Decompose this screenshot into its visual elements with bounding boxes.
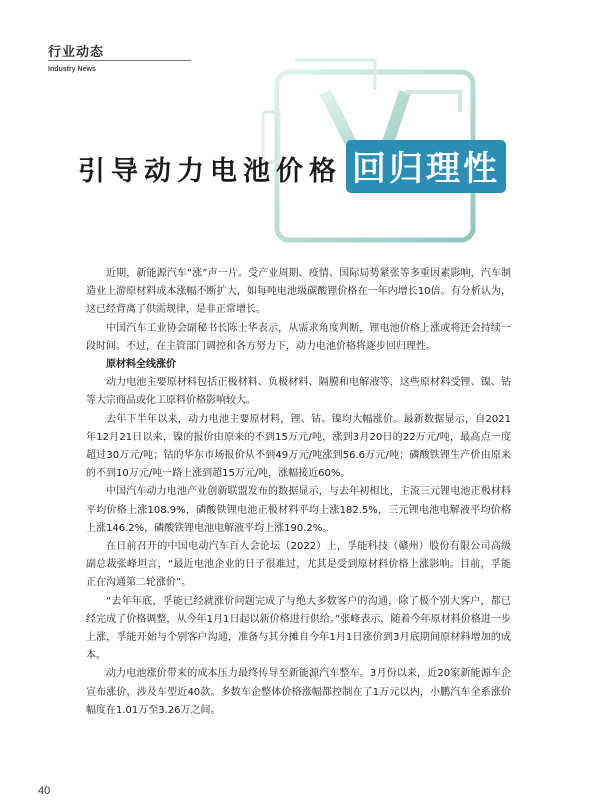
article-paragraph: 动力电池主要原材料包括正极材料、负极材料、隔膜和电解液等，这些原材料受锂、镍、钴等大宗商品或化工原料价格影响较大。 <box>86 377 511 407</box>
article-paragraph: 中国汽车工业协会副秘书长陈士华表示，从需求角度判断，锂电池价格上涨或将还会持续一段时间。不过，在主管部门调控和各方努力下，动力电池价格将逐步回归理性。 <box>86 322 511 352</box>
header-divider <box>48 60 191 61</box>
article-subheading: 原材料全线涨价 <box>106 359 176 371</box>
article-paragraph: 在日前召开的中国电动汽车百人会论坛（2022）上，孚能科技（赣州）股份有限公司高级副总裁张峰坦言，“最近电池企业的日子很难过，尤其是受到原材料价格上涨影响。目前，孚能正在沟通第二轮涨价”。 <box>86 541 511 589</box>
page-number: 40 <box>38 785 51 797</box>
article-paragraph: 近期，新能源汽车“涨”声一片。受产业周期、疫情、国际局势紧张等多重因素影响，汽车制造业上游原材料成本涨幅不断扩大，如每吨电池级碳酸锂价格在一年内增长10倍。有分析认为，这已经背离了供需规律，是非正常增长。 <box>86 268 511 316</box>
section-category: 行业动态 <box>48 45 105 60</box>
article-paragraph: 动力电池涨价带来的成本压力最终传导至新能源汽车整车。3月份以来，近20家新能源车企宣布涨价，涉及车型近40款。多数车企整体价格涨幅都控制在了1万元以内，小鹏汽车全系涨价幅度在1.01万至3.26万之间。 <box>86 668 511 716</box>
article-paragraph: 中国汽车动力电池产业创新联盟发布的数据显示，与去年初相比，主流三元锂电池正极材料平均价格上涨108.9%，磷酸铁锂电池正极材料平均上涨182.5%，三元锂电池电解液平均价格上涨146.2%，磷酸铁锂电池电解液平均上涨190.2%。 <box>86 486 511 534</box>
section-category-english: Industry News <box>48 66 96 73</box>
title-accent: 回归理性 <box>346 140 506 193</box>
article-body <box>86 265 511 720</box>
article-paragraph: 去年下半年以来，动力电池主要原材料，锂、钴、镍均大幅涨价。最新数据显示，自2021年12月21日以来，镍的报价由原来的不到15万元/吨，涨到3月20日的22万元/吨，最高点一度超过30万元/吨；钴的华东市场报价从不到49万元/吨涨到56.6万元/吨；磷酸铁锂生产价由原来的不到10万元/吨一路上涨到超15万元/吨，涨幅接近60%。 <box>86 413 511 480</box>
title-main: 引导动力电池价格 <box>78 156 342 187</box>
article-title <box>78 140 506 193</box>
article-paragraph: “去年年底，孚能已经就涨价问题完成了与绝大多数客户的沟通，除了极个别大客户，都已经完成了价格调整，从今年1月1日起以新价格进行供给。”张峰表示，随着今年原材料价格进一步上涨，孚能开始与个别客户沟通，准备与其分摊自今年1月1日涨价到3月底期间原材料增加的成本。 <box>86 595 511 662</box>
